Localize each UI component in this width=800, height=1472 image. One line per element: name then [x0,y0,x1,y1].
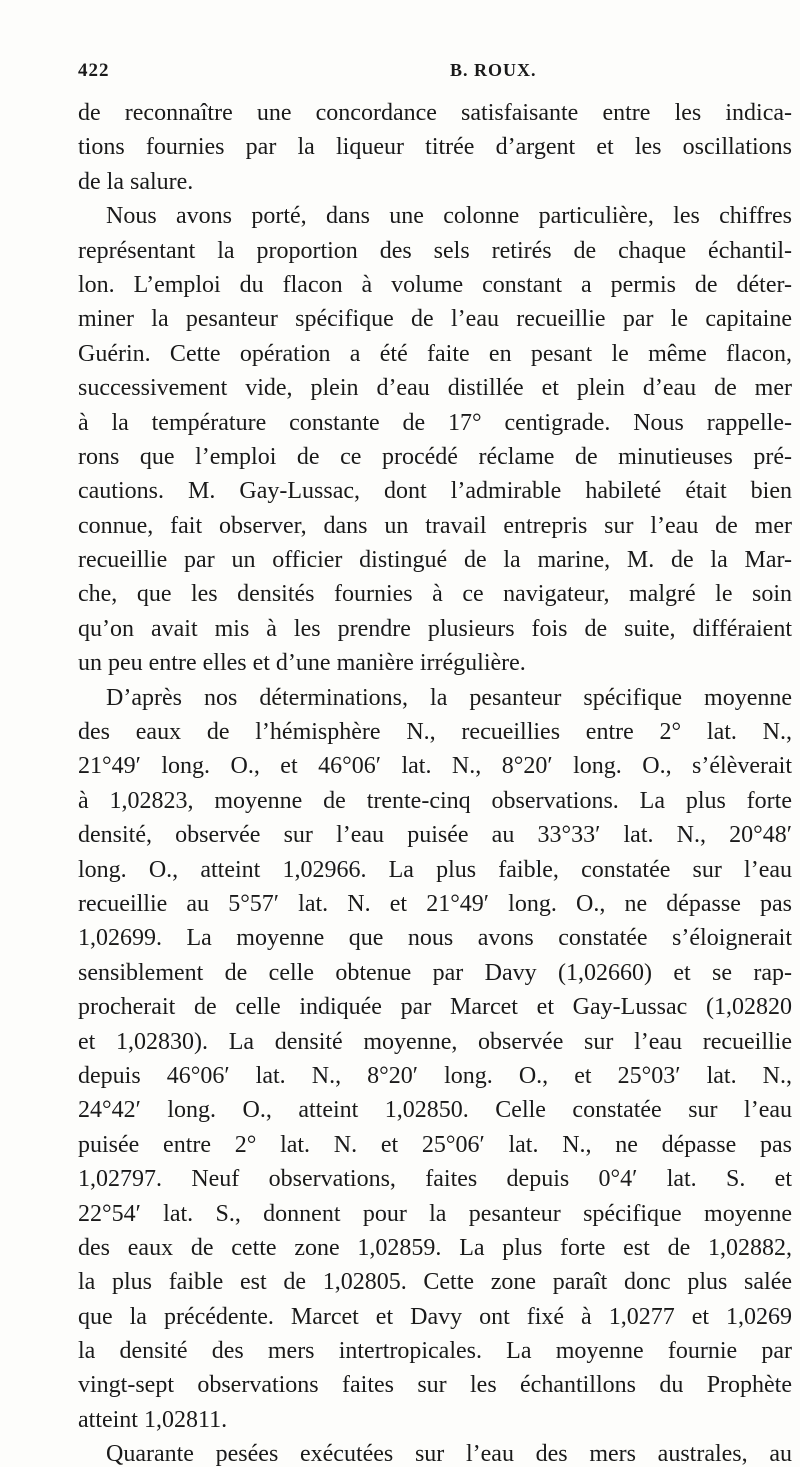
text-line: miner la pesanteur spécifique de l’eau recueillie par le capitaine [78,306,792,333]
text-line: cautions. M. Gay-Lussac, dont l’admirable habileté était bien [78,478,792,505]
text-line: puisée entre 2° lat. N. et 25°06′ lat. N., ne dépasse pas [78,1131,792,1158]
text-line: long. O., atteint 1,02966. La plus faible, constatée sur l’eau [78,856,792,883]
text-line: che, que les densités fournies à ce navigateur, malgré le soin [78,581,792,608]
text-line: un peu entre elles et d’une manière irrégulière. [78,650,526,677]
text-line: atteint 1,02811. [78,1406,228,1433]
text-line: 21°49′ long. O., et 46°06′ lat. N., 8°20′ long. O., s’élèverait [78,753,792,780]
text-line: et 1,02830). La densité moyenne, observée sur l’eau recueillie [78,1028,792,1055]
text-line: la densité des mers intertropicales. La moyenne fournie par [78,1338,792,1365]
text-line: densité, observée sur l’eau puisée au 33°33′ lat. N., 20°48′ [78,822,792,849]
running-head: B. ROUX. [450,60,537,80]
text-line: tions fournies par la liqueur titrée d’argent et les oscillations [78,134,792,161]
page-header [78,60,792,90]
text-line: Guérin. Cette opération a été faite en pesant le même flacon, [78,340,792,367]
text-line: D’après nos déterminations, la pesanteur spécifique moyenne [106,684,792,711]
text-line: recueillie par un officier distingué de la marine, M. de la Mar- [78,547,792,574]
text-line: vingt-sept observations faites sur les échantillons du Prophète [78,1372,792,1399]
text-line: qu’on avait mis à les prendre plusieurs fois de suite, différaient [78,615,792,642]
page-number: 422 [78,60,110,81]
text-line: 24°42′ long. O., atteint 1,02850. Celle constatée sur l’eau [78,1097,792,1124]
text-line: des eaux de l’hémisphère N., recueillies entre 2° lat. N., [78,719,792,746]
text-line: 22°54′ lat. S., donnent pour la pesanteur spécifique moyenne [78,1200,792,1227]
text-line: de reconnaître une concordance satisfaisante entre les indica- [78,100,792,126]
text-line: rons que l’emploi de ce procédé réclame de minutieuses pré- [78,443,792,470]
text-line: connue, fait observer, dans un travail entrepris sur l’eau de mer [78,512,792,539]
text-line: Quarante pesées exécutées sur l’eau des mers australes, au [106,1441,792,1468]
text-line: à 1,02823, moyenne de trente-cinq observations. La plus forte [78,787,792,814]
text-line: depuis 46°06′ lat. N., 8°20′ long. O., et 25°03′ lat. N., [78,1062,792,1089]
text-line: 1,02699. La moyenne que nous avons constatée s’éloignerait [78,925,792,952]
text-line: représentant la proportion des sels retirés de chaque échantil- [78,237,792,264]
text-line: Nous avons porté, dans une colonne particulière, les chiffres [106,203,792,230]
text-line: sensiblement de celle obtenue par Davy (1,02660) et se rap- [78,959,792,986]
body-text [78,96,792,1472]
text-line: la plus faible est de 1,02805. Cette zone paraît donc plus salée [78,1269,792,1296]
text-line: 1,02797. Neuf observations, faites depuis 0°4′ lat. S. et [78,1166,792,1193]
text-line: à la température constante de 17° centigrade. Nous rappelle- [78,409,792,436]
text-line: de la salure. [78,168,194,195]
text-line: lon. L’emploi du flacon à volume constant a permis de déter- [78,271,792,298]
text-line: recueillie au 5°57′ lat. N. et 21°49′ long. O., ne dépasse pas [78,890,792,917]
text-line: que la précédente. Marcet et Davy ont fixé à 1,0277 et 1,0269 [78,1303,792,1330]
text-line: successivement vide, plein d’eau distillée et plein d’eau de mer [78,375,792,402]
text-line: procherait de celle indiquée par Marcet et Gay-Lussac (1,02820 [78,994,792,1021]
text-line: des eaux de cette zone 1,02859. La plus forte est de 1,02882, [78,1234,792,1261]
